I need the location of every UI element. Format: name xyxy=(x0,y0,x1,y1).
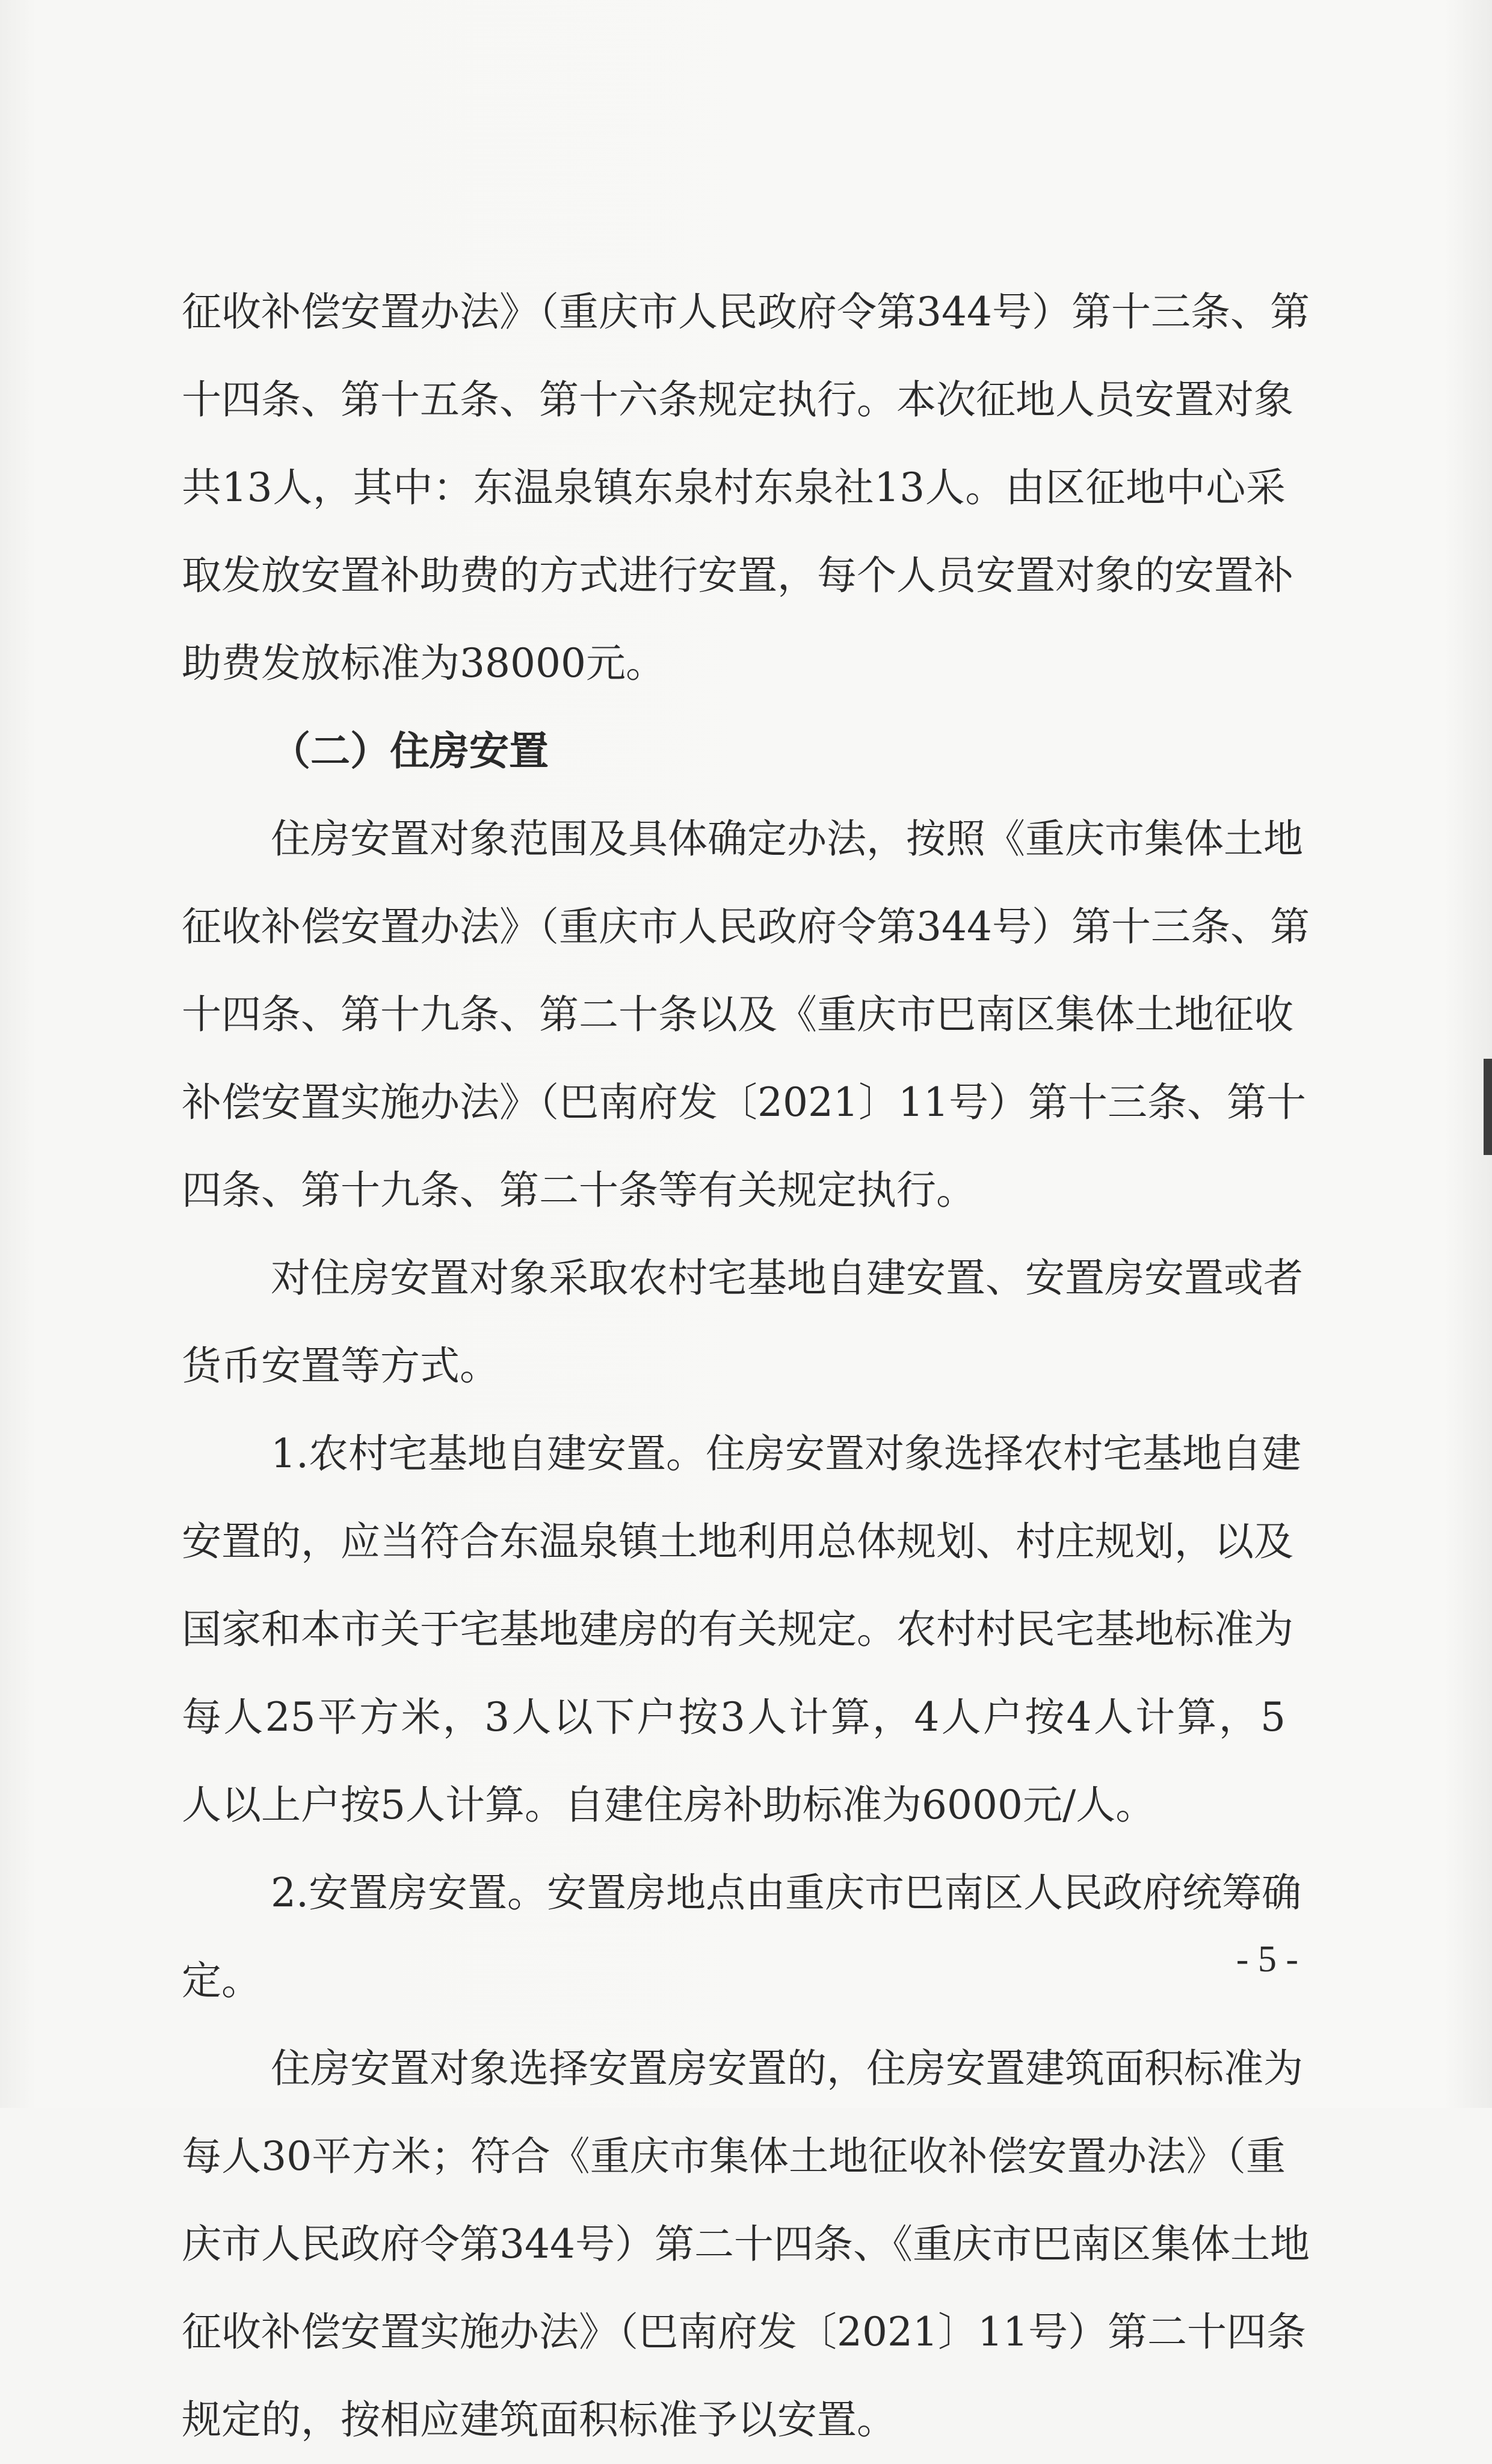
text-line: 庆市人民政府令第344号）第二十四条、《重庆市巴南区集体土地 xyxy=(182,2221,1310,2267)
text-line: 住房安置对象范围及具体确定办法，按照《重庆市集体土地 xyxy=(271,816,1303,862)
text-line: 四条、第十九条、第二十条等有关规定执行。 xyxy=(182,1167,976,1213)
section-heading: （二）住房安置 xyxy=(271,728,549,774)
text-line: 征收补偿安置办法》（重庆市人民政府令第344号）第十三条、第 xyxy=(182,289,1310,335)
scan-edge-mark xyxy=(1484,1059,1492,1155)
text-line: 货币安置等方式。 xyxy=(182,1343,499,1389)
text-line: 规定的，按相应建筑面积标准予以安置。 xyxy=(182,2397,896,2443)
text-line: 十四条、第十五条、第十六条规定执行。本次征地人员安置对象 xyxy=(182,377,1293,423)
text-line: 征收补偿安置办法》（重庆市人民政府令第344号）第十三条、第 xyxy=(182,904,1310,950)
text-line: 助费发放标准为38000元。 xyxy=(182,640,665,686)
text-line: 征收补偿安置实施办法》（巴南府发〔2021〕11号）第二十四条 xyxy=(182,2309,1306,2355)
text-line: 共13人，其中：东温泉镇东泉村东泉社13人。由区征地中心采 xyxy=(182,464,1286,511)
text-line: 对住房安置对象采取农村宅基地自建安置、安置房安置或者 xyxy=(271,1255,1303,1301)
text-line: 人以上户按5人计算。自建住房补助标准为6000元/人。 xyxy=(182,1782,1156,1828)
text-line: 安置的，应当符合东温泉镇土地利用总体规划、村庄规划，以及 xyxy=(182,1518,1293,1565)
text-line: 定。 xyxy=(182,1957,261,2004)
document-body xyxy=(182,268,1310,2464)
text-line: 1.农村宅基地自建安置。住房安置对象选择农村宅基地自建 xyxy=(271,1431,1301,1477)
text-line: 十四条、第十九条、第二十条以及《重庆市巴南区集体土地征收 xyxy=(182,991,1293,1038)
text-line: 国家和本市关于宅基地建房的有关规定。农村村民宅基地标准为 xyxy=(182,1606,1293,1652)
text-line: 补偿安置实施办法》（巴南府发〔2021〕11号）第十三条、第十 xyxy=(182,1079,1306,1126)
text-line: 住房安置对象选择安置房安置的，住房安置建筑面积标准为 xyxy=(271,2045,1303,2092)
page-number: - 5 - xyxy=(1236,1939,1298,1980)
text-line: 每人25平方米，3人以下户按3人计算，4人户按4人计算，5 xyxy=(182,1694,1286,1740)
text-line: 每人30平方米；符合《重庆市集体土地征收补偿安置办法》（重 xyxy=(182,2133,1286,2179)
text-line: 2.安置房安置。安置房地点由重庆市巴南区人民政府统筹确 xyxy=(271,1870,1301,1916)
text-line: 取发放安置补助费的方式进行安置，每个人员安置对象的安置补 xyxy=(182,552,1293,599)
